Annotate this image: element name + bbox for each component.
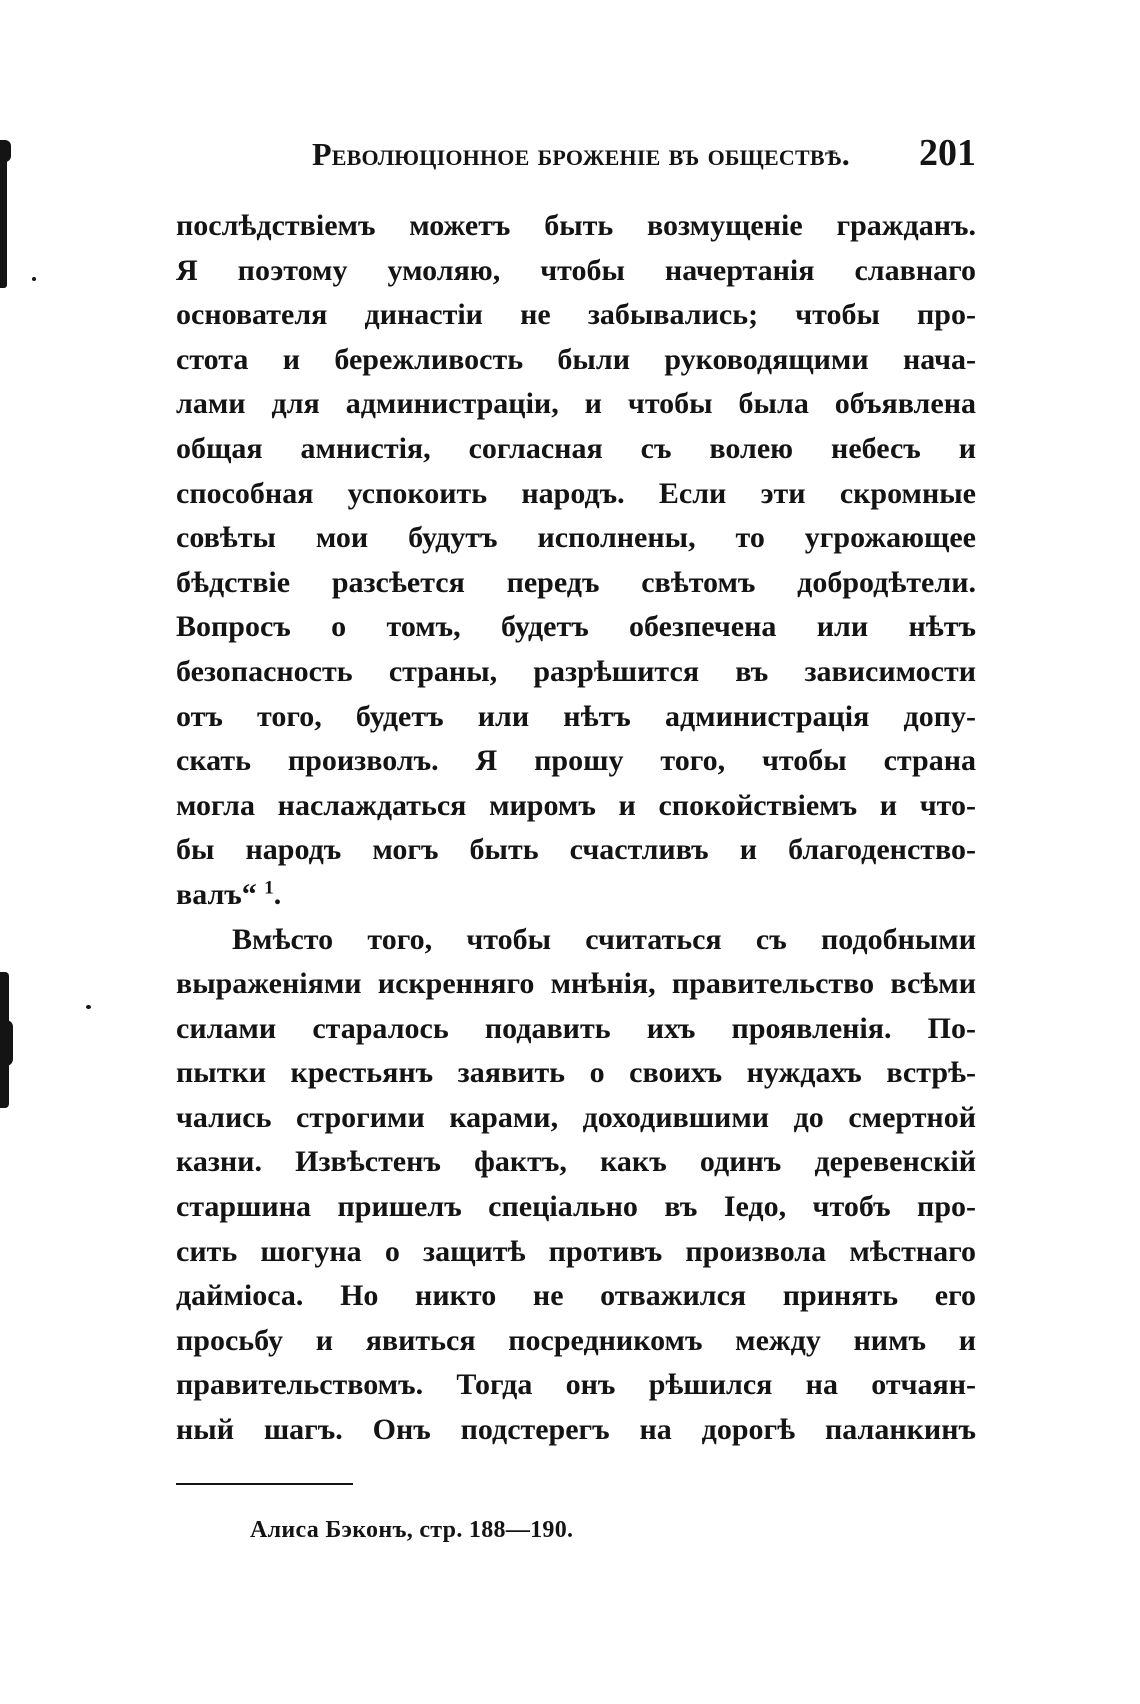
scan-speck bbox=[86, 1005, 91, 1009]
text-line: Вопросъ о томъ, будетъ обезпечена или нѣтъ bbox=[176, 610, 976, 644]
paragraph bbox=[176, 918, 976, 1453]
paragraph bbox=[176, 204, 976, 918]
text-line: бы народъ могъ быть счастливъ и благоденство- bbox=[176, 833, 976, 867]
text-line: сить шогуна о защитѣ противъ произвола мѣстнаго bbox=[176, 1234, 976, 1268]
text-line: выраженіями искренняго мнѣнія, правительство всѣми bbox=[176, 967, 976, 1001]
text-line: ный шагъ. Онъ подстерегъ на дорогѣ паланкинъ bbox=[176, 1413, 976, 1447]
footnote: Алиса Бэконъ, стр. 188—190. bbox=[250, 1517, 574, 1543]
text-line: стота и бережливость были руководящими нача- bbox=[176, 342, 976, 376]
running-head bbox=[176, 134, 976, 172]
footnote-reference: 1 bbox=[264, 877, 274, 899]
text-line-indented: Вмѣсто того, чтобы считаться съ подобными bbox=[232, 922, 976, 956]
text-line: просьбу и явиться посредникомъ между нимъ и bbox=[176, 1323, 976, 1357]
text-line: Я поэтому умоляю, чтобы начертанія славнаго bbox=[176, 253, 976, 287]
text-line: старшина пришелъ спеціально въ Іедо, чтобъ про- bbox=[176, 1190, 976, 1224]
last-line-period: . bbox=[273, 877, 282, 911]
text-line: скать произволъ. Я прошу того, чтобы страна bbox=[176, 744, 976, 778]
text-line: безопасность страны, разрѣшится въ зависимости bbox=[176, 654, 976, 688]
footnote-rule bbox=[176, 1483, 353, 1485]
text-line: общая амнистія, согласная съ волею небесъ и bbox=[176, 431, 976, 465]
text-line: бѣдствіе разсѣется передъ свѣтомъ добродѣтели. bbox=[176, 565, 976, 599]
last-line-text: валъ“ bbox=[176, 877, 265, 911]
text-line: чались строгими карами, доходившими до смертной bbox=[176, 1100, 976, 1134]
text-line: казни. Извѣстенъ фактъ, какъ одинъ деревенскій bbox=[176, 1145, 976, 1179]
text-line: могла наслаждаться миромъ и спокойствіемъ и что- bbox=[176, 788, 976, 822]
text-line: послѣдствіемъ можетъ быть возмущеніе гражданъ. bbox=[176, 209, 976, 242]
running-title: Революціонное броженіе въ обществѣ. bbox=[312, 136, 850, 172]
text-line-last bbox=[176, 873, 976, 918]
text-line: способная успокоить народъ. Если эти скромные bbox=[176, 476, 976, 510]
text-line: отъ того, будетъ или нѣтъ администрація допу- bbox=[176, 699, 976, 733]
text-line: пытки крестьянъ заявить о своихъ нуждахъ встрѣ- bbox=[176, 1056, 976, 1090]
text-line: основателя династіи не забывались; чтобы про- bbox=[176, 298, 976, 332]
scan-edge-artifact bbox=[0, 1020, 13, 1066]
text-line: правительствомъ. Тогда онъ рѣшился на отчаян- bbox=[176, 1368, 976, 1402]
text-line: совѣты мои будутъ исполнены, то угрожающее bbox=[176, 521, 976, 555]
text-line: дайміоса. Но никто не отважился принять его bbox=[176, 1279, 976, 1313]
body-text bbox=[176, 204, 976, 1453]
text-line: силами старалось подавить ихъ проявленія. По- bbox=[176, 1011, 976, 1045]
scan-edge-artifact bbox=[0, 146, 7, 288]
text-line: лами для администраціи, и чтобы была объявлена bbox=[176, 387, 976, 421]
page-number: 201 bbox=[919, 132, 976, 174]
scan-speck bbox=[32, 277, 36, 281]
